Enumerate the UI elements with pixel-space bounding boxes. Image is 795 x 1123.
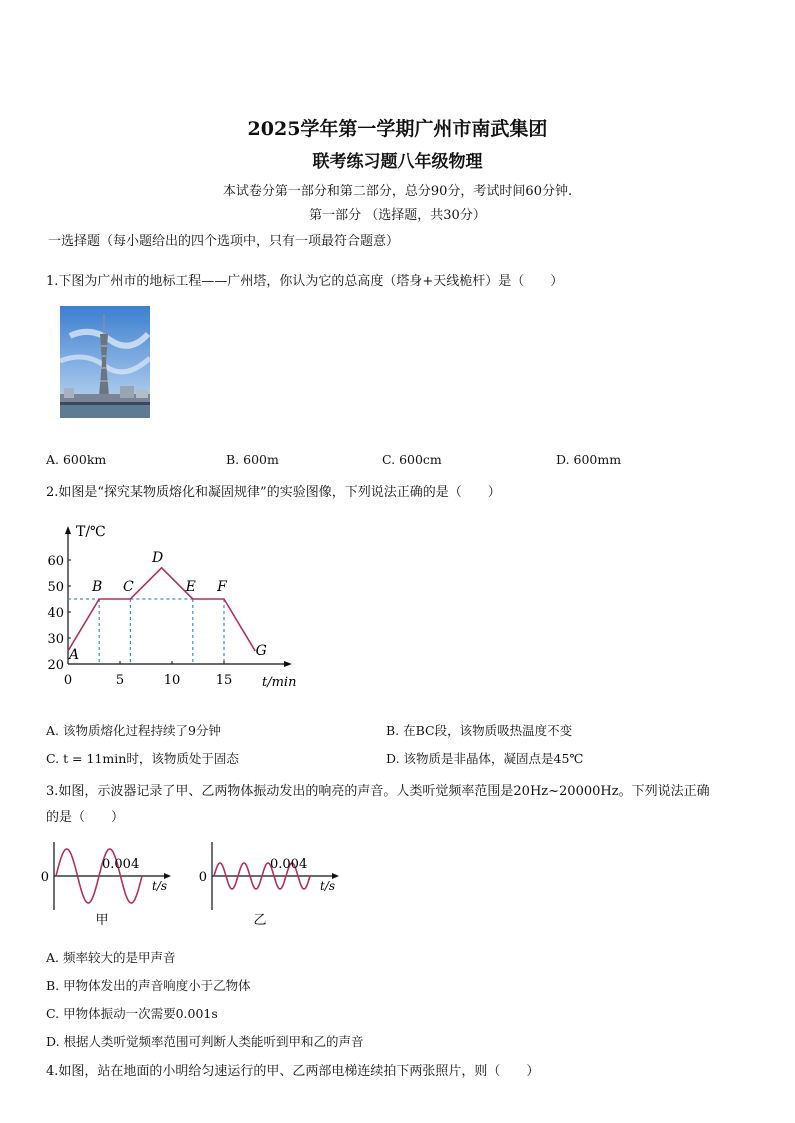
q3-option-b[interactable]: B. 甲物体发出的声音响度小于乙物体 — [46, 978, 251, 993]
reference-lines — [68, 599, 224, 664]
q1-option-d[interactable]: D. 600mm — [556, 452, 622, 467]
point-label-E: E — [185, 579, 196, 595]
point-label-F: F — [217, 579, 227, 595]
q2-option-c[interactable]: C. t = 11min时，该物质处于固态 — [46, 751, 239, 766]
question-2-stem: 2.如图是“探究某物质熔化和凝固规律”的实验图像，下列说法正确的是（ ） — [46, 485, 501, 500]
wave-origin-label: 0 — [198, 870, 207, 885]
tick-labels — [47, 524, 296, 690]
waveform-yi — [198, 838, 348, 933]
canton-tower-photo — [60, 306, 150, 418]
question-1-stem: 1.下图为广州市的地标工程——广州塔，你认为它的总高度（塔身+天线桅杆）是（ ） — [46, 274, 564, 289]
q1-option-b[interactable]: B. 600m — [226, 452, 279, 467]
y-tick-label: 20 — [47, 658, 64, 673]
point-label-D: D — [151, 549, 164, 566]
wave-time-label: 0.004 — [102, 857, 140, 872]
y-tick-label: 30 — [47, 632, 64, 647]
point-label-A: A — [68, 647, 80, 663]
exam-title: 2025学年第一学期广州市南武集团 — [247, 118, 548, 140]
section-heading: 一选择题（每小题给出的四个选项中，只有一项最符合题意） — [48, 234, 400, 249]
wave-caption: 甲 — [95, 913, 109, 928]
point-labels — [67, 550, 267, 663]
part-heading: 第一部分 （选择题，共30分） — [309, 208, 486, 223]
melting-curve-chart — [44, 520, 304, 692]
q3-option-d[interactable]: D. 根据人类听觉频率范围可判断人类能听到甲和乙的声音 — [46, 1034, 364, 1049]
q2-option-a[interactable]: A. 该物质熔化过程持续了9分钟 — [46, 723, 221, 738]
x-axis-label: t/min — [262, 675, 297, 690]
waveform-jia — [40, 838, 180, 933]
wave-x-label: t/s — [152, 879, 168, 893]
q3-option-a[interactable]: A. 频率较大的是甲声音 — [46, 950, 176, 965]
y-tick-label: 60 — [47, 554, 64, 569]
y-tick-label: 40 — [47, 606, 64, 621]
wave-time-label: 0.004 — [270, 857, 308, 872]
point-label-B: B — [92, 579, 103, 595]
x-tick-label: 10 — [163, 673, 181, 688]
question-3-stem-line1: 3.如图，示波器记录了甲、乙两物体振动发出的响亮的声音。人类听觉频率范围是20Hz~20000Hz。下列说法正确 — [46, 784, 710, 799]
q1-option-c[interactable]: C. 600cm — [382, 452, 442, 467]
y-axis-label: T/℃ — [76, 524, 106, 540]
exam-subtitle: 联考练习题八年级物理 — [312, 152, 483, 172]
x-tick-label: 15 — [215, 673, 233, 688]
point-label-C: C — [123, 579, 134, 595]
q2-option-b[interactable]: B. 在BC段，该物质吸热温度不变 — [386, 723, 573, 738]
question-4-stem: 4.如图，站在地面的小明给匀速运行的甲、乙两部电梯连续拍下两张照片，则（ ） — [46, 1064, 540, 1079]
y-tick-label: 50 — [47, 580, 64, 595]
wave-x-label: t/s — [320, 879, 336, 893]
q1-option-a[interactable]: A. 600km — [46, 452, 107, 467]
x-tick-label: 5 — [115, 673, 125, 688]
y-axis-arrow — [65, 526, 71, 534]
x-tick-label: 0 — [63, 673, 73, 688]
q3-option-c[interactable]: C. 甲物体振动一次需要0.001s — [46, 1006, 218, 1021]
question-3-stem-line2: 的是（ ） — [46, 810, 125, 825]
wave-caption: 乙 — [253, 913, 267, 928]
x-axis-arrow — [284, 661, 292, 667]
point-label-G: G — [255, 643, 267, 659]
q2-option-d[interactable]: D. 该物质是非晶体，凝固点是45℃ — [386, 751, 584, 766]
exam-note: 本试卷分第一部分和第二部分，总分90分，考试时间60分钟. — [222, 184, 573, 199]
wave-origin-label: 0 — [40, 870, 49, 885]
